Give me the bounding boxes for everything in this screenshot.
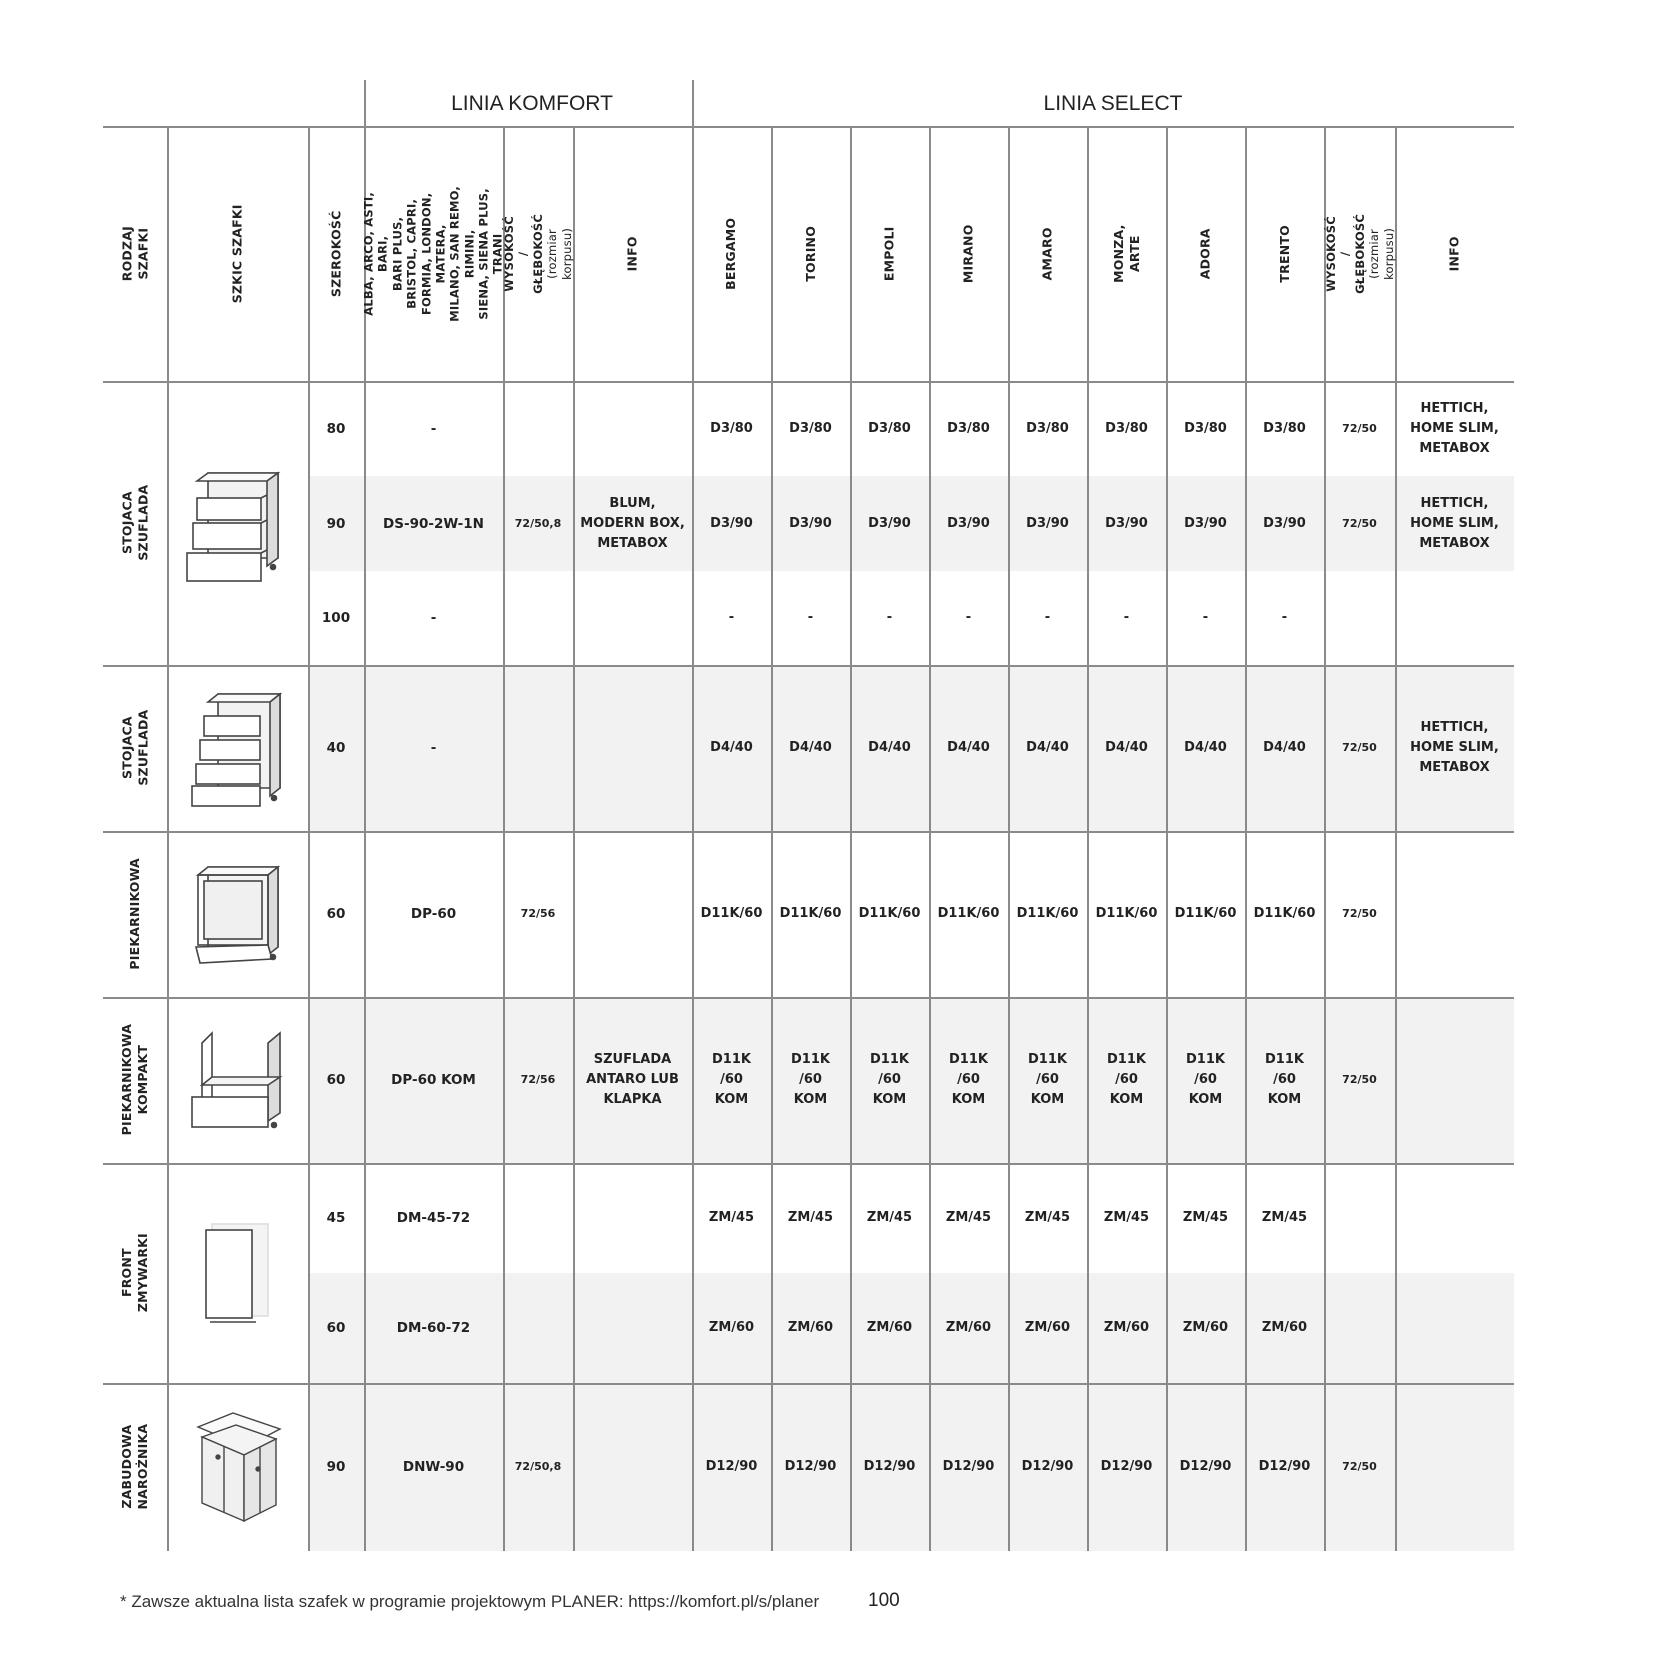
- width-cell: 90: [326, 515, 346, 532]
- select-info-cell: [1395, 1383, 1514, 1551]
- select-code-cell: D4/40: [710, 740, 753, 755]
- select-code-cell: ZM/45: [1103, 1210, 1150, 1225]
- select-code-cell: D3/80: [868, 420, 911, 436]
- select-code-cell: D11K /60 KOM: [1265, 1052, 1304, 1107]
- select-size-cell: 72/50: [1342, 1073, 1377, 1086]
- komfort-code-cell: DNW-90: [402, 1459, 465, 1475]
- select-info-cell: [1395, 1273, 1514, 1383]
- header-szerokosc: [308, 126, 364, 381]
- komfort-size-cell: 72/56: [520, 907, 556, 920]
- select-info-cell: HETTICH, HOME SLIM, METABOX: [1410, 400, 1499, 456]
- select-code-cell: ZM/45: [708, 1210, 755, 1225]
- select-size-cell: 72/50: [1342, 516, 1377, 530]
- select-code-cell: D11K /60 KOM: [870, 1052, 909, 1107]
- header-select-model: [1087, 126, 1166, 381]
- select-code-cell: D12/90: [1100, 1459, 1153, 1474]
- width-cell: 80: [326, 420, 346, 437]
- select-code-cell: -: [1044, 610, 1051, 625]
- corner-cabinet-icon: [167, 1383, 308, 1551]
- select-code-cell: ZM/60: [1103, 1320, 1150, 1335]
- komfort-info-cell: [573, 571, 692, 665]
- komfort-size-cell: [503, 381, 573, 476]
- select-code-cell: D3/90: [1184, 515, 1227, 531]
- header-select-size-main: WYSOKOŚĆ / GŁĘBOKOŚĆ: [1323, 213, 1367, 294]
- select-code-cell: ZM/60: [1261, 1320, 1308, 1335]
- select-code-cell: D3/80: [1105, 420, 1148, 436]
- section-name-text: STOJACA SZUFLADA: [119, 484, 151, 562]
- select-code-cell: ZM/60: [866, 1320, 913, 1335]
- komfort-size-cell: 72/50,8: [514, 1460, 562, 1473]
- section-name: [103, 1383, 167, 1551]
- width-cell: 60: [326, 1072, 346, 1088]
- select-code-cell: D3/80: [1184, 420, 1227, 436]
- komfort-code-cell: -: [430, 740, 437, 756]
- select-code-cell: D3/80: [1026, 420, 1069, 436]
- select-code-cell: D4/40: [868, 740, 911, 755]
- section-name: [103, 1163, 167, 1383]
- komfort-info-cell: [573, 1273, 692, 1383]
- select-code-cell: ZM/60: [945, 1320, 992, 1335]
- select-info-cell: HETTICH, HOME SLIM, METABOX: [1410, 495, 1499, 551]
- header-select-model-text: EMPOLI: [881, 226, 897, 281]
- select-code-cell: D3/80: [947, 420, 990, 436]
- select-code-cell: D12/90: [1021, 1459, 1074, 1474]
- komfort-code-cell: DM-60-72: [396, 1320, 471, 1336]
- group-title-komfort: LINIA KOMFORT: [451, 92, 613, 115]
- section-name: [103, 381, 167, 665]
- select-code-cell: D3/90: [710, 515, 753, 531]
- header-select-model-text: TRENTO: [1276, 224, 1292, 283]
- select-code-cell: ZM/60: [787, 1320, 834, 1335]
- header-select-model-text: MONZA, ARTE: [1110, 224, 1142, 283]
- komfort-code-cell: -: [430, 610, 437, 626]
- footer-note: * Zawsze aktualna lista szafek w programie projektowym PLANER: https://komfort.pl/s/planer: [120, 1592, 820, 1611]
- select-code-cell: D11K /60 KOM: [1107, 1052, 1146, 1107]
- select-code-cell: ZM/45: [1261, 1210, 1308, 1225]
- width-cell: 60: [326, 906, 346, 922]
- select-code-cell: D11K/60: [937, 906, 1000, 921]
- section-name: [103, 665, 167, 831]
- header-komfort-models: [361, 126, 505, 381]
- dishwasher-front-icon: [167, 1163, 308, 1383]
- select-code-cell: D11K /60 KOM: [791, 1052, 830, 1107]
- select-code-cell: -: [1281, 610, 1288, 625]
- header-select-info-text: INFO: [1446, 235, 1462, 272]
- width-cell: 100: [321, 610, 351, 626]
- header-komfort-size-sub: (rozmiar korpusu): [545, 227, 574, 280]
- select-code-cell: -: [965, 610, 972, 625]
- komfort-info-cell: [573, 1163, 692, 1273]
- select-size-cell: 72/50: [1342, 421, 1377, 435]
- komfort-size-cell: [503, 1163, 573, 1273]
- select-code-cell: ZM/45: [1024, 1210, 1071, 1225]
- select-code-cell: D3/90: [1263, 515, 1306, 531]
- select-code-cell: D3/90: [868, 515, 911, 531]
- select-code-cell: D11K/60: [1253, 906, 1316, 921]
- header-komfort-size: [503, 126, 573, 381]
- select-code-cell: D12/90: [784, 1459, 837, 1474]
- select-code-cell: ZM/45: [945, 1210, 992, 1225]
- drawer-cabinet-4-icon: [167, 665, 308, 831]
- select-code-cell: D12/90: [1258, 1459, 1311, 1474]
- select-code-cell: ZM/60: [1182, 1320, 1229, 1335]
- komfort-info-cell: [573, 381, 692, 476]
- select-code-cell: D4/40: [1026, 740, 1069, 755]
- select-size-cell: [1324, 571, 1395, 665]
- header-select-model: [692, 126, 771, 381]
- header-select-model: [929, 126, 1008, 381]
- select-code-cell: D3/90: [1105, 515, 1148, 531]
- header-select-model-text: ADORA: [1197, 228, 1213, 279]
- select-code-cell: -: [886, 610, 893, 625]
- select-code-cell: D11K /60 KOM: [1186, 1052, 1225, 1107]
- komfort-size-cell: 72/50,8: [514, 516, 562, 530]
- select-code-cell: D11K/60: [858, 906, 921, 921]
- header-rodzaj-szafki: [103, 126, 167, 381]
- komfort-info-cell: BLUM, MODERN BOX, METABOX: [580, 495, 685, 551]
- header-szerokosc-text: SZEROKOŚĆ: [328, 210, 344, 297]
- select-code-cell: D12/90: [1179, 1459, 1232, 1474]
- select-code-cell: D11K/60: [1174, 906, 1237, 921]
- select-size-cell: [1324, 1273, 1395, 1383]
- section-name-text: PIEKARNIKOWA KOMPAKT: [119, 1024, 151, 1136]
- select-info-cell: [1395, 571, 1514, 665]
- section-name-text: STOJACA SZUFLADA: [119, 709, 151, 787]
- komfort-info-cell: SZUFLADA ANTARO LUB KLAPKA: [586, 1052, 679, 1107]
- select-code-cell: -: [1123, 610, 1130, 625]
- width-cell: 40: [326, 740, 346, 756]
- width-cell: 60: [326, 1320, 346, 1336]
- header-szkic-szafki: [167, 126, 308, 381]
- select-code-cell: ZM/60: [1024, 1320, 1071, 1335]
- select-size-cell: 72/50: [1342, 907, 1377, 920]
- select-code-cell: ZM/60: [708, 1320, 755, 1335]
- komfort-info-cell: [573, 665, 692, 831]
- select-code-cell: D11K/60: [779, 906, 842, 921]
- select-code-cell: D4/40: [1263, 740, 1306, 755]
- header-select-model: [850, 126, 929, 381]
- select-code-cell: D11K/60: [1095, 906, 1158, 921]
- group-title-select: LINIA SELECT: [1043, 92, 1183, 115]
- komfort-size-cell: [503, 571, 573, 665]
- komfort-code-cell: -: [430, 420, 437, 437]
- select-code-cell: D11K /60 KOM: [712, 1052, 751, 1107]
- header-szkic-szafki-text: SZKIC SZAFKI: [229, 204, 245, 303]
- width-cell: 45: [326, 1210, 346, 1226]
- select-code-cell: D3/80: [710, 420, 753, 436]
- header-komfort-info-text: INFO: [624, 235, 640, 272]
- section-name: [103, 997, 167, 1163]
- header-komfort-size-main: WYSOKOŚĆ / GŁĘBOKOŚĆ: [502, 213, 545, 294]
- select-code-cell: D4/40: [1184, 740, 1227, 755]
- header-komfort-models-text: ALBA, ARCO, ASTI, BARI, BARI PLUS, BRISTOL, CAPRI, FORMIA, LONDON, MATERA, MILANO, SAN REMO, RIMINI, SIENA, SIENA PLUS, TRANI: [361, 185, 505, 322]
- header-select-model-text: TORINO: [802, 225, 818, 282]
- select-code-cell: ZM/45: [1182, 1210, 1229, 1225]
- komfort-code-cell: DP-60 KOM: [391, 1072, 476, 1088]
- header-select-model: [1166, 126, 1245, 381]
- select-code-cell: D12/90: [863, 1459, 916, 1474]
- select-code-cell: D12/90: [705, 1459, 758, 1474]
- select-code-cell: D3/90: [947, 515, 990, 531]
- select-code-cell: D3/90: [1026, 515, 1069, 531]
- select-code-cell: D4/40: [1105, 740, 1148, 755]
- header-select-model: [1245, 126, 1324, 381]
- header-select-size-sub: (rozmiar korpusu): [1366, 227, 1396, 280]
- select-code-cell: -: [728, 610, 735, 625]
- komfort-size-cell: [503, 665, 573, 831]
- select-info-cell: [1395, 831, 1514, 997]
- select-code-cell: D3/80: [789, 420, 832, 436]
- header-select-info: [1395, 126, 1514, 381]
- select-size-cell: 72/50: [1342, 741, 1377, 754]
- compact-oven-cabinet-icon: [167, 997, 308, 1163]
- select-code-cell: D4/40: [947, 740, 990, 755]
- header-select-size: [1324, 126, 1395, 381]
- header-select-model: [771, 126, 850, 381]
- select-code-cell: D3/80: [1263, 420, 1306, 436]
- select-code-cell: ZM/45: [787, 1210, 834, 1225]
- komfort-info-cell: [573, 1383, 692, 1551]
- select-code-cell: D11K /60 KOM: [1028, 1052, 1067, 1107]
- komfort-code-cell: DP-60: [410, 906, 457, 922]
- select-code-cell: D12/90: [942, 1459, 995, 1474]
- komfort-code-cell: DS-90-2W-1N: [383, 515, 484, 532]
- header-select-model: [1008, 126, 1087, 381]
- select-code-cell: -: [1202, 610, 1209, 625]
- select-code-cell: D11K/60: [1016, 906, 1079, 921]
- page-number: 100: [868, 1590, 900, 1611]
- header-komfort-info: [573, 126, 692, 381]
- select-code-cell: ZM/45: [866, 1210, 913, 1225]
- header-select-model-text: BERGAMO: [723, 217, 739, 290]
- komfort-size-cell: [503, 1273, 573, 1383]
- komfort-info-cell: [573, 831, 692, 997]
- select-code-cell: D11K /60 KOM: [949, 1052, 988, 1107]
- header-rodzaj-szafki-text: RODZAJ SZAFKI: [119, 225, 150, 282]
- width-cell: 90: [326, 1459, 346, 1475]
- oven-cabinet-icon: [167, 831, 308, 997]
- section-name-text: ZABUDOWA NAROŻNIKA: [119, 1424, 151, 1510]
- select-info-cell: [1395, 1163, 1514, 1273]
- select-size-cell: 72/50: [1342, 1460, 1377, 1473]
- header-select-model-text: AMARO: [1039, 226, 1055, 281]
- select-code-cell: D4/40: [789, 740, 832, 755]
- section-name-text: PIEKARNIKOWA: [127, 858, 143, 970]
- section-name: [103, 831, 167, 997]
- section-name-text: FRONT ZMYWARKI: [119, 1233, 150, 1313]
- drawer-cabinet-3-icon: [167, 381, 308, 665]
- select-code-cell: D11K/60: [700, 906, 763, 921]
- komfort-code-cell: DM-45-72: [396, 1210, 471, 1226]
- select-info-cell: [1395, 997, 1514, 1163]
- select-size-cell: [1324, 1163, 1395, 1273]
- select-info-cell: HETTICH, HOME SLIM, METABOX: [1410, 720, 1499, 775]
- header-select-model-text: MIRANO: [960, 224, 976, 283]
- komfort-size-cell: 72/56: [520, 1073, 556, 1086]
- select-code-cell: D3/90: [789, 515, 832, 531]
- select-code-cell: -: [807, 610, 814, 625]
